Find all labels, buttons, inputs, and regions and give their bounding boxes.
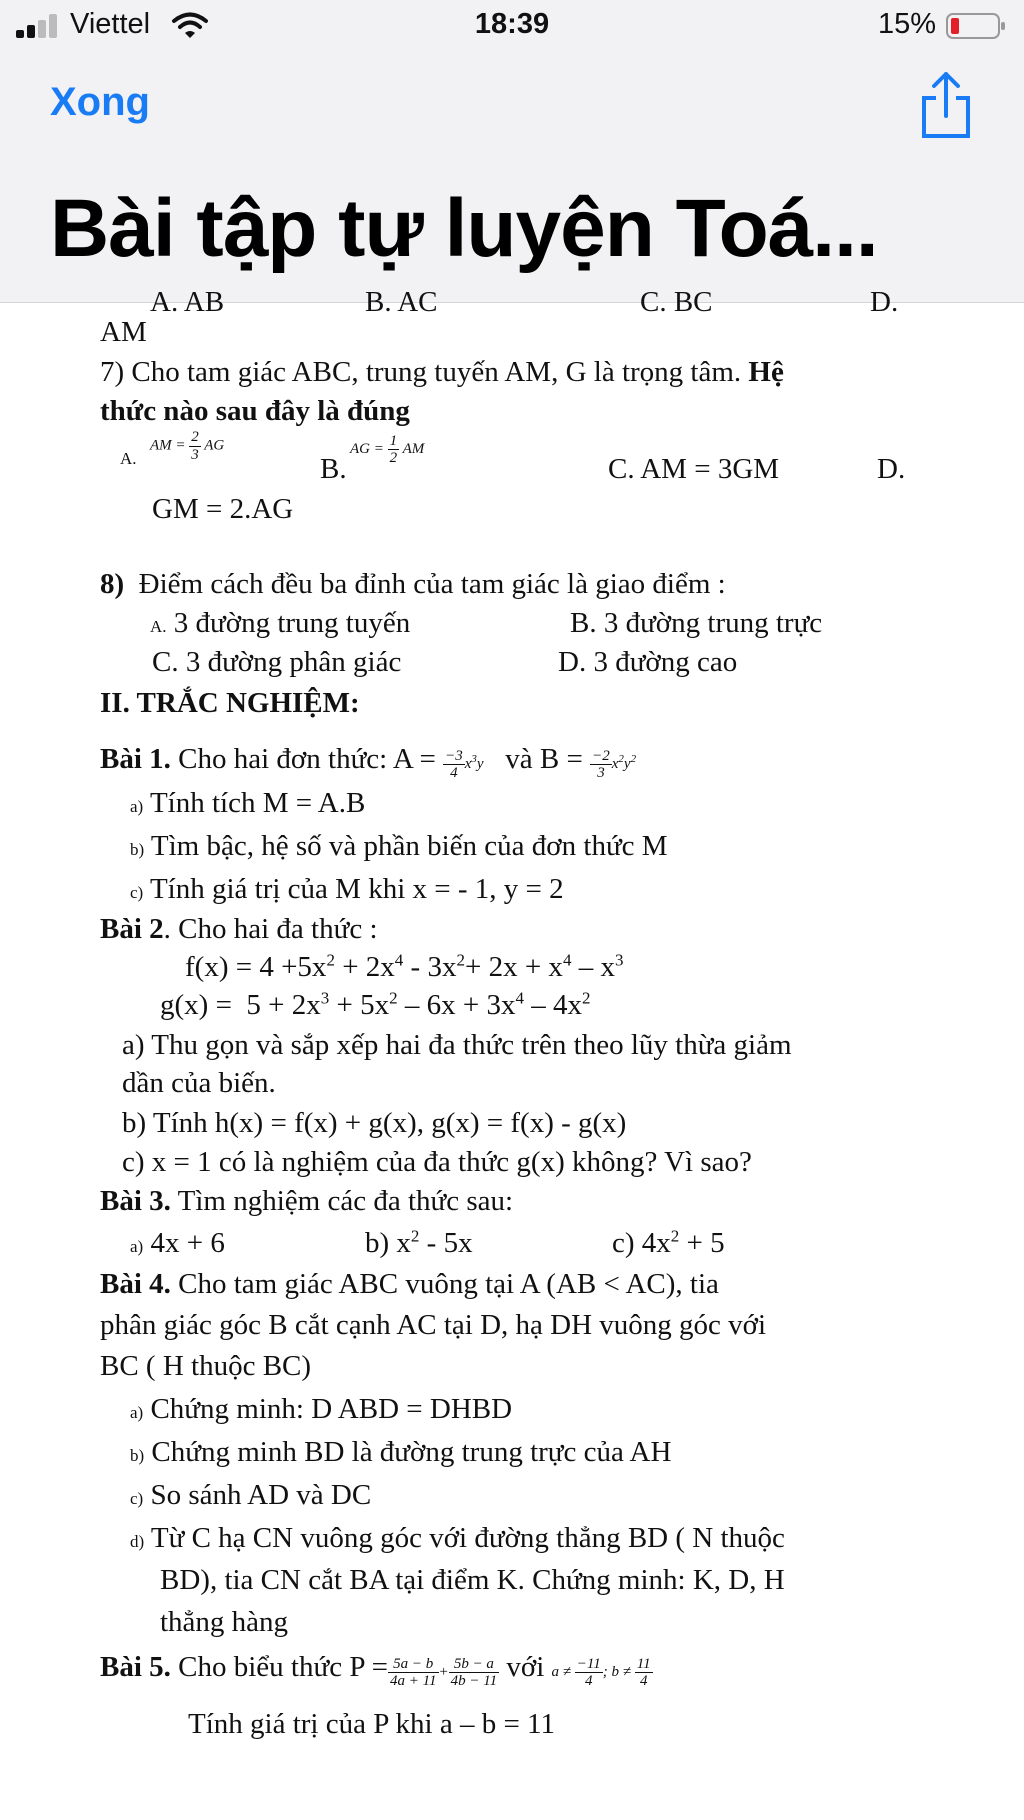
option-label: A. [150,617,167,636]
q7-option-d-value: GM = 2.AG [152,493,294,525]
exercise-4-d [130,1521,785,1556]
exercise-2-a: a) Thu gọn và sắp xếp hai đa thức trên theo lũy thừa giảm [122,1029,792,1061]
exercise-text: Tìm nghiệm các đa thức sau: [177,1185,514,1217]
q7-option-b-label: B. [320,453,347,485]
item-text: 4x + 6 [150,1227,225,1259]
exercise-2 [100,912,378,947]
exercise-text: Cho biểu thức P = [178,1651,388,1683]
exercise-1-c [130,872,564,907]
exercise-4-cont: phân giác góc B cắt cạnh AC tại D, hạ DH vuông góc với [100,1309,767,1341]
option-label: A. [120,449,137,468]
item-label: d) [130,1532,145,1551]
item-text: Chứng minh: [150,1393,304,1425]
clipped-previous-line [0,280,1024,318]
clip-text: B. AC [365,286,438,318]
clip-text: A. AB [150,286,225,318]
item-text: Tính tích M = A.B [149,787,366,819]
question-number: 8) [100,568,125,600]
exercise-2-c: c) x = 1 có là nghiệm của đa thức g(x) không? Vì sao? [122,1146,752,1178]
question-text: Điểm cách đều ba đỉnh của tam giác là giao điểm : [138,568,726,600]
exercise-2-a-cont: dần của biến. [122,1067,276,1099]
item-label: c) [130,1489,144,1508]
formula-b: AG = $\frac{1}{2}$ AM [350,432,425,467]
exercise-3-c: c) $4x^2 + 5$ [612,1226,725,1259]
formula-a: AM = $\frac{2}{3}$ AG [150,429,225,463]
item-label: c) [612,1227,635,1259]
exercise-4-cont: BC ( H thuộc BC) [100,1350,312,1382]
q8-option-a [150,606,410,641]
q8-option-b: B. 3 đường trung trực [570,607,823,639]
item-label: c) [130,883,144,902]
exercise-1 [100,742,636,782]
done-button[interactable]: Xong [50,80,150,124]
exercise-text: và B = [505,743,583,775]
condition: a ≠ $\frac{-11}{4}$ ; b ≠ $\frac{11}{4}$ [551,1655,651,1690]
exercise-title: Bài 3. [100,1185,171,1217]
item-label: a) [130,1237,144,1256]
item-label: b) [130,1446,145,1465]
item-formula: D ABD = DHBD [311,1393,513,1425]
section-heading: II. TRẮC NGHIỆM: [100,687,360,719]
document-content [0,286,1024,1820]
exercise-4-a [130,1392,512,1427]
exercise-text: Cho hai đơn thức: A = [178,743,436,775]
q7-option-c: C. AM = 3GM [608,453,780,485]
exercise-text: với [506,1651,545,1683]
q7-option-b [350,427,424,467]
item-text: So sánh AD và DC [150,1479,372,1511]
q7-option-d: D. [877,453,906,485]
battery-percent: 15% [877,8,936,40]
exercise-title: Bài 4. [100,1268,171,1300]
status-bar [0,0,1024,52]
item-text: Tìm bậc, hệ số và phần biến của đơn thức M [150,830,668,862]
exercise-title: Bài 1. [100,743,171,775]
question-bold: Hệ [748,356,784,388]
exercise-4-c [130,1478,371,1513]
q8-option-c: C. 3 đường phân giác [152,646,402,678]
clip-text: D. [870,286,899,318]
exercise-3 [100,1184,513,1219]
polynomial-f: $f(x) = 4 +5x^2 + 2x^4 - 3x^2+ 2x + x^4 - x^3$ [185,950,624,983]
exercise-4-d-cont: thẳng hàng [160,1606,289,1638]
question-8 [100,567,726,602]
item-label: b) [130,840,145,859]
exercise-1-a [130,786,365,821]
item-text: Chứng minh BD là đường trung trực của AH [151,1436,672,1468]
option-text: 3 đường trung tuyến [173,607,411,639]
polynomial-g: $g(x) = 5 + 2x^3 + 5x^2 - 6x + 3x^4 - 4x^2$ [160,988,591,1021]
exercise-text: . Cho hai đa thức : [163,913,378,945]
exercise-title: Bài 2 [100,913,164,945]
clock: 18:39 [474,8,550,40]
exercise-4 [100,1267,719,1302]
item-label: a) [130,797,144,816]
item-text: Tính giá trị của M khi x = - 1, y = 2 [149,873,564,905]
monomial-a: $\frac{-3}{4}$ $x^3y$ [445,747,484,782]
battery-icon [946,13,1006,39]
question-text: 7) Cho tam giác ABC, trung tuyến AM, G là trọng tâm. [100,356,742,388]
navigation-bar [0,52,1024,303]
answer-text: AM [100,316,147,348]
monomial-b: $\frac{-2}{3}$ $x^2y^2$ [592,747,637,782]
expression-p: $\frac{5a - b}{4a + 11}$ + $\frac{5b - a}{4b - 11}$ [389,1655,498,1690]
exercise-5 [100,1650,653,1690]
item-label: a) [130,1403,144,1422]
exercise-2-b: b) Tính h(x) = f(x) + g(x), g(x) = f(x) - g(x) [122,1107,627,1139]
exercise-1-b [130,829,668,864]
document-title: Bài tập tự luyện Toá... [50,183,878,274]
exercise-3-a [130,1226,225,1261]
clip-text: C. BC [640,286,713,318]
exercise-3-b: b) $x^2 - 5x$ [365,1226,473,1259]
question-7 [100,355,784,390]
item-text: Từ C hạ CN vuông góc với đường thẳng BD ( N thuộc [150,1522,785,1554]
carrier-name: Viettel [70,8,151,40]
q8-option-d: D. 3 đường cao [558,646,738,678]
exercise-4-b [130,1435,671,1470]
exercise-title: Bài 5. [100,1651,171,1683]
share-icon[interactable] [918,70,974,140]
exercise-4-d-cont: BD), tia CN cắt BA tại điểm K. Chứng minh: K, D, H [160,1564,785,1596]
exercise-text: Cho tam giác ABC vuông tại A (AB < AC), tia [178,1268,719,1300]
question-7-cont: thức nào sau đây là đúng [100,395,410,427]
item-label: b) [365,1227,390,1259]
exercise-5-cont: Tính giá trị của P khi a – b = 11 [188,1708,555,1740]
